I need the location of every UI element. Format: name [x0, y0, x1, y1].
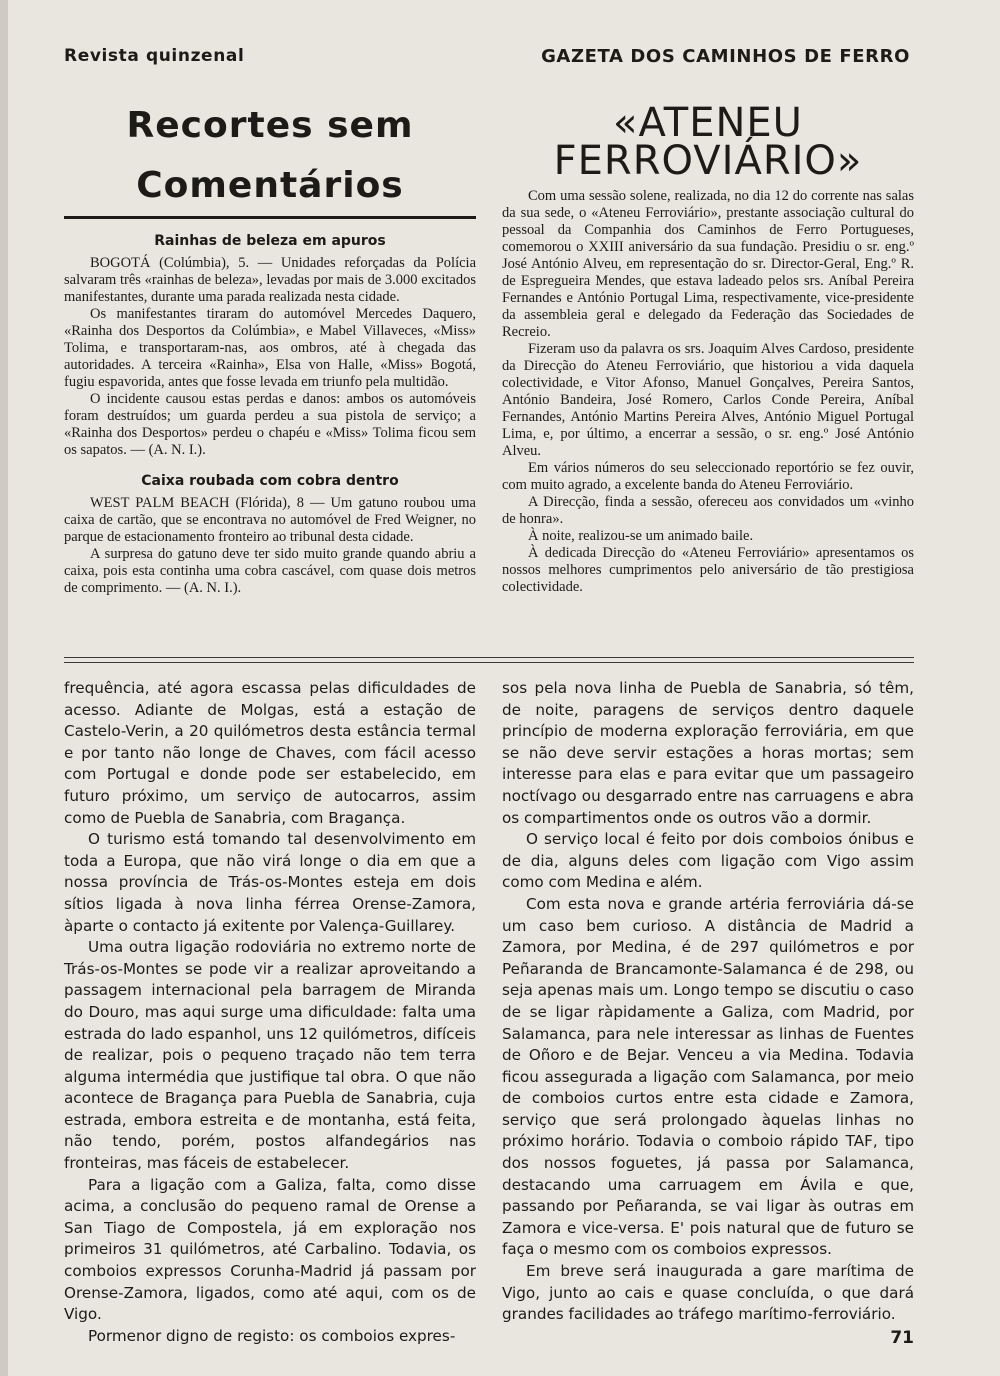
article-paragraph: Fizeram uso da palavra os srs. Joaquim Alves Cardoso, presidente da Direcção do Ateneu Ferroviário, que historiou a vida daquela colectividade, e Vitor Afonso, Manuel Gonçalves, Pereira Santos, António Bandeira, José Romero, Carlos Conde Pereira, Aníbal Fernandes, António Martins Pereira Alves, António Miguel Portugal Lima, e, por último, a encerrar a sessão, o sr. eng.º José António Alveu. [502, 341, 914, 459]
article-paragraph: Com uma sessão solene, realizada, no dia 12 do corrente nas salas da sua sede, o «Ateneu Ferroviário», prestante associação cultural do pessoal da Companhia dos Caminhos de Ferro Portugueses, comemorou o XXIII aniversário da sua fundação. Presidiu o sr. eng.º José António Alveu, em representação do sr. Director-Geral, Eng.º R. de Espregueira Mendes, que estava ladeado pelos srs. Aníbal Pereira Fernandes e António Portugal Lima, respectivamente, vice-presidente da assembleia geral e delegado da Federação das Sociedades de Recreio. [502, 188, 914, 340]
article-paragraph: WEST PALM BEACH (Flórida), 8 — Um gatuno roubou uma caixa de cartão, que se encontrava no automóvel de Fred Weigner, no parque de estacionamento fronteiro ao tribunal desta cidade. [64, 495, 476, 545]
page-binding-edge [0, 0, 8, 1376]
article-heading: Rainhas de beleza em apuros [154, 233, 386, 249]
body-paragraph: frequência, até agora escassa pelas dificuldades de acesso. Adiante de Molgas, está a estação de Castelo-Verin, a 20 quilómetros desta estância termal e por tanto não longe de Chaves, com fácil acesso com Portugal e donde pode ser estabelecido, em futuro próximo, um serviço de autocarros, assim como de Puebla de Sanabria, com Bragança. [64, 679, 476, 827]
ateneu-title-line-1: «ATENEU [613, 100, 803, 146]
body-paragraph: Uma outra ligação rodoviária no extremo norte de Trás-os-Montes se pode vir a realizar aproveitando a passagem internacional pela barragem de Miranda do Douro, mas aqui surge uma dificuldade: falta uma estrada do lado espanhol, uns 12 quilómetros, difíceis de realizar, pois o pequeno traçado não tem terra alguma intermédia que justifique tal obra. O que não acontece de Bragança para Puebla de Sanabria, cuja estrada, embora estreita e de montanha, está feita, não tendo, porém, postos alfandegários nas fronteiras, mas fáceis de estabelecer. [64, 938, 476, 1173]
body-paragraph: Para a ligação com a Galiza, falta, como disse acima, a conclusão do pequeno ramal de Orense a San Tiago de Compostela, já em exploração nos primeiros 31 quilómetros, até Carbalino. Todavia, os comboios expressos Corunha-Madrid já passam por Orense-Zamora, ligados, como até aqui, com os de Vigo. [64, 1175, 476, 1324]
recortes-title: Recortes sem Comentários [126, 105, 414, 206]
body-paragraph: Pormenor digno de registo: os comboios expres- [88, 1326, 456, 1345]
section-divider [64, 662, 914, 663]
recortes-column [64, 96, 476, 597]
article-paragraph: Os manifestantes tiraram do automóvel Mercedes Daquero, «Rainha dos Desportos da Colúmbia», e Mabel Villaveces, «Miss» Tolima, e transportaram-nas, aos ombros, até à chegada das autoridades. A terceira «Rainha», Elsa von Halle, «Miss» Bogotá, fugiu espavorida, antes que fosse levada em triunfo pela multidão. [64, 306, 476, 390]
article-paragraph: BOGOTÁ (Colúmbia), 5. — Unidades reforçadas da Polícia salvaram três «rainhas de beleza», levadas por mais de 3.000 excitados manifestantes, durante uma parada realizada nesta cidade. [64, 255, 476, 305]
section-divider [64, 657, 914, 658]
body-paragraph: O turismo está tomando tal desenvolvimento em toda a Europa, que não virá longe o dia em que a nossa província de Trás-os-Montes esteja em dois sítios ligada à nova linha férrea Orense-Zamora, àparte o contacto já exitente por Valença-Guillarey. [64, 830, 476, 935]
body-paragraph: O serviço local é feito por dois comboios ónibus e de dia, alguns deles com ligação com Vigo assim como com Medina e além. [502, 830, 914, 892]
article-paragraph: A Direcção, finda a sessão, ofereceu aos convidados um «vinho de honra». [502, 494, 914, 527]
running-header-right: GAZETA DOS CAMINHOS DE FERRO [541, 46, 910, 67]
body-paragraph: Com esta nova e grande artéria ferroviária dá-se um caso bem curioso. A distância de Madrid a Zamora, por Medina, é de 297 quilómetros e por Peñaranda de Brancamonte-Salamanca é de 298, ou seja apenas mais um. Longo tempo se discutiu o caso de se ligar ràpidamente a Galiza, com Madrid, por Salamanca, para nele interessar as linhas de Fuentes de Oñoro e de Bejar. Venceu a via Medina. Todavia ficou assegurada a ligação com Salamanca, por meio de comboios curtos entre esta cidade e Zamora, serviço que será prolongado àquelas linhas no próximo horário. Todavia o comboio rápido TAF, tipo dos nossos foguetes, já passa por Salamanca, destacando uma carruagem em Ávila e que, passando por Peñaranda, se vai ligar às outras em Zamora e vice-versa. E' pois natural que de futuro se faça o mesmo com os comboios expressos. [502, 894, 914, 1259]
main-column-right [502, 678, 914, 1326]
article-paragraph: A surpresa do gatuno deve ter sido muito grande quando abriu a caixa, pois esta continha uma cobra cascável, com quase dois metros de comprimento. — (A. N. I.). [64, 546, 476, 596]
article-heading: Caixa roubada com cobra dentro [141, 473, 399, 489]
article-paragraph: O incidente causou estas perdas e danos: ambos os automóveis foram destruídos; um guarda perdeu a sua pistola de serviço; a «Rainha dos Desportos» perdeu o chapéu e «Miss» Tolima ficou sem os sapatos. — (A. N. I.). [64, 391, 476, 458]
article-paragraph: Em vários números do seu seleccionado reportório se fez ouvir, com muito agrado, a excelente banda do Ateneu Ferroviário. [502, 460, 914, 493]
article-paragraph: À dedicada Direcção do «Ateneu Ferroviário» apresentamos os nossos melhores cumprimentos pelo aniversário de tão prestigiosa colectividade. [502, 545, 914, 595]
ateneu-column [502, 100, 914, 596]
main-column-left [64, 678, 476, 1347]
body-paragraph: Em breve será inaugurada a gare marítima de Vigo, junto ao cais e quase concluída, o que dará grandes facilidades ao tráfego marítimo-ferroviário. [502, 1262, 914, 1324]
article-paragraph: À noite, realizou-se um animado baile. [528, 528, 754, 544]
body-paragraph: sos pela nova linha de Puebla de Sanabria, só têm, de noite, paragens de serviços dentro daquele princípio de moderna exploração ferroviária, em que se não deve servir estações a horas mortas; sem interesse para elas e para evitar que um passageiro noctívago ou desgarrado entre nas carruagens e abra os compartimentos onde os outros vão a dormir. [502, 679, 914, 827]
ateneu-body [502, 188, 914, 596]
running-header-left: Revista quinzenal [64, 46, 245, 66]
ateneu-title-line-2: FERROVIÁRIO» [553, 138, 863, 184]
page-number: 71 [890, 1328, 914, 1348]
title-rule [64, 216, 476, 219]
